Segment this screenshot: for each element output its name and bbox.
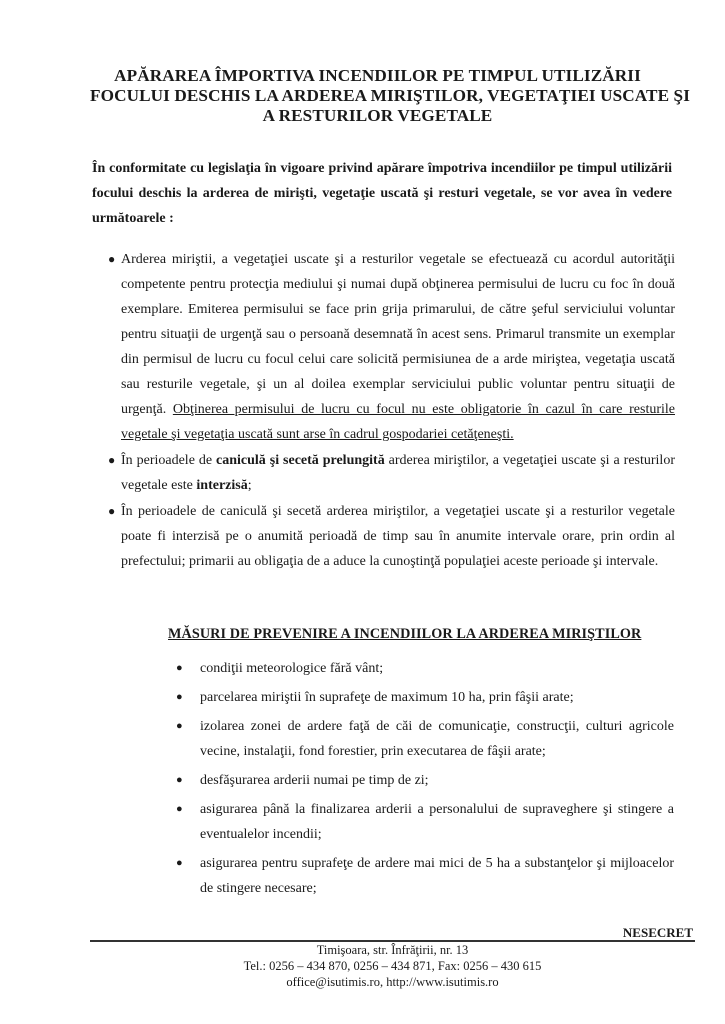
bullet-icon: ● xyxy=(176,857,183,869)
measure-item xyxy=(170,714,674,764)
footer xyxy=(90,942,695,990)
bullet-icon: ● xyxy=(176,691,183,703)
section-title: MĂSURI DE PREVENIRE A INCENDIILOR LA ARDEREA MIRIŞTILOR xyxy=(168,626,642,642)
bullet-icon: ● xyxy=(176,662,183,674)
measure-text: parcelarea miriştii în suprafeţe de maximum 10 ha, prin fâşii arate; xyxy=(200,690,574,705)
paragraph-text: În perioadele de xyxy=(121,453,217,468)
measure-text: asigurarea pentru suprafeţe de ardere mai mici de 5 ha a substanţelor şi mijloacelor de stingere necesare; xyxy=(200,856,674,896)
bold-text: interzisă xyxy=(196,478,248,493)
bullet-icon: ● xyxy=(176,803,183,815)
bullet-icon: ● xyxy=(108,252,116,266)
measure-text: asigurarea până la finalizarea arderii a personalului de supraveghere şi stingere a eventualelor incendii; xyxy=(200,802,674,842)
measure-text: izolarea zonei de ardere faţă de căi de comunicaţie, construcţii, culturi agricole vecine, instalaţii, fond forestier, prin executarea de fâşii arate; xyxy=(200,719,674,759)
measure-item xyxy=(170,851,674,901)
intro-paragraph: În conformitate cu legislaţia în vigoare privind apărare împotriva incendiilor pe timpul utilizării focului deschis la arderea de mirişti, vegetaţie uscată şi resturi vegetale, se vor avea în vedere următoarele : xyxy=(92,161,672,226)
paragraph-text: ; xyxy=(247,478,252,493)
measure-item xyxy=(170,656,674,681)
list-item xyxy=(92,499,675,574)
paragraph-text: arderea miriştilor, a vegetaţiei uscate şi a resturilor vegetale este xyxy=(121,453,675,493)
rules-list xyxy=(92,247,675,575)
paragraph-text: Arderea miriştii, a vegetaţiei uscate şi a resturilor vegetale se efectuează cu acordul autorităţii competente pentru protecţia mediului şi numai după obţinerea permisului de lucru cu foc în două exemplare. Emiterea permisului se face prin grija primarului, de către şeful serviciului voluntar pentru situaţii de urgenţă sau o persoană desemnată în acest sens. Primarul transmite un exemplar din permisul de lucru cu focul celui care solicită permisiunea de a arde miriştea, vegetaţia uscată sau resturile vegetale, şi un al doilea exemplar serviciului public voluntar pentru situaţii de urgenţă. xyxy=(121,252,675,417)
footer-contact: office@isutimis.ro, http://www.isutimis.ro xyxy=(286,975,499,989)
bold-text: caniculă şi secetă prelungită xyxy=(216,453,385,468)
measure-text: condiţii meteorologice fără vânt; xyxy=(200,661,384,676)
measures-list xyxy=(170,656,674,905)
footer-phones: Tel.: 0256 – 434 870, 0256 – 434 871, Fax: 0256 – 430 615 xyxy=(243,959,542,973)
classification-label: NESECRET xyxy=(622,925,693,940)
measure-item xyxy=(170,797,674,847)
title-line-2: FOCULUI DESCHIS LA ARDEREA MIRIŞTILOR, VEGETAŢIEI USCATE ŞI xyxy=(90,86,690,105)
bullet-icon: ● xyxy=(108,453,116,467)
bullet-icon: ● xyxy=(108,504,116,518)
footer-address: Timişoara, str. Înfrăţirii, nr. 13 xyxy=(316,943,469,957)
document-title xyxy=(90,66,690,126)
title-line-3: A RESTURILOR VEGETALE xyxy=(262,106,493,125)
title-line-1: APĂRAREA ÎMPORTIVA INCENDIILOR PE TIMPUL UTILIZĂRII xyxy=(114,66,641,85)
list-item xyxy=(92,247,675,447)
list-item xyxy=(92,448,675,498)
measure-item xyxy=(170,768,674,793)
bullet-icon: ● xyxy=(176,720,183,732)
bullet-icon: ● xyxy=(176,774,183,786)
measure-text: desfăşurarea arderii numai pe timp de zi; xyxy=(200,773,429,788)
underlined-text: Obţinerea permisului de lucru cu focul nu este obligatorie în cazul în care resturile vegetale şi vegetaţia uscată sunt arse în cadrul gospodariei cetăţeneşti. xyxy=(121,402,675,442)
paragraph-text: În perioadele de caniculă şi secetă arderea miriştilor, a vegetaţiei uscate şi a resturilor vegetale poate fi interzisă pe o anumită perioadă de timp sau în anumite intervale orare, prin ordin al prefectului; primarii au obligaţia de a aduce la cunoştinţă populaţiei aceste perioade şi intervale. xyxy=(121,504,675,569)
measure-item xyxy=(170,685,674,710)
